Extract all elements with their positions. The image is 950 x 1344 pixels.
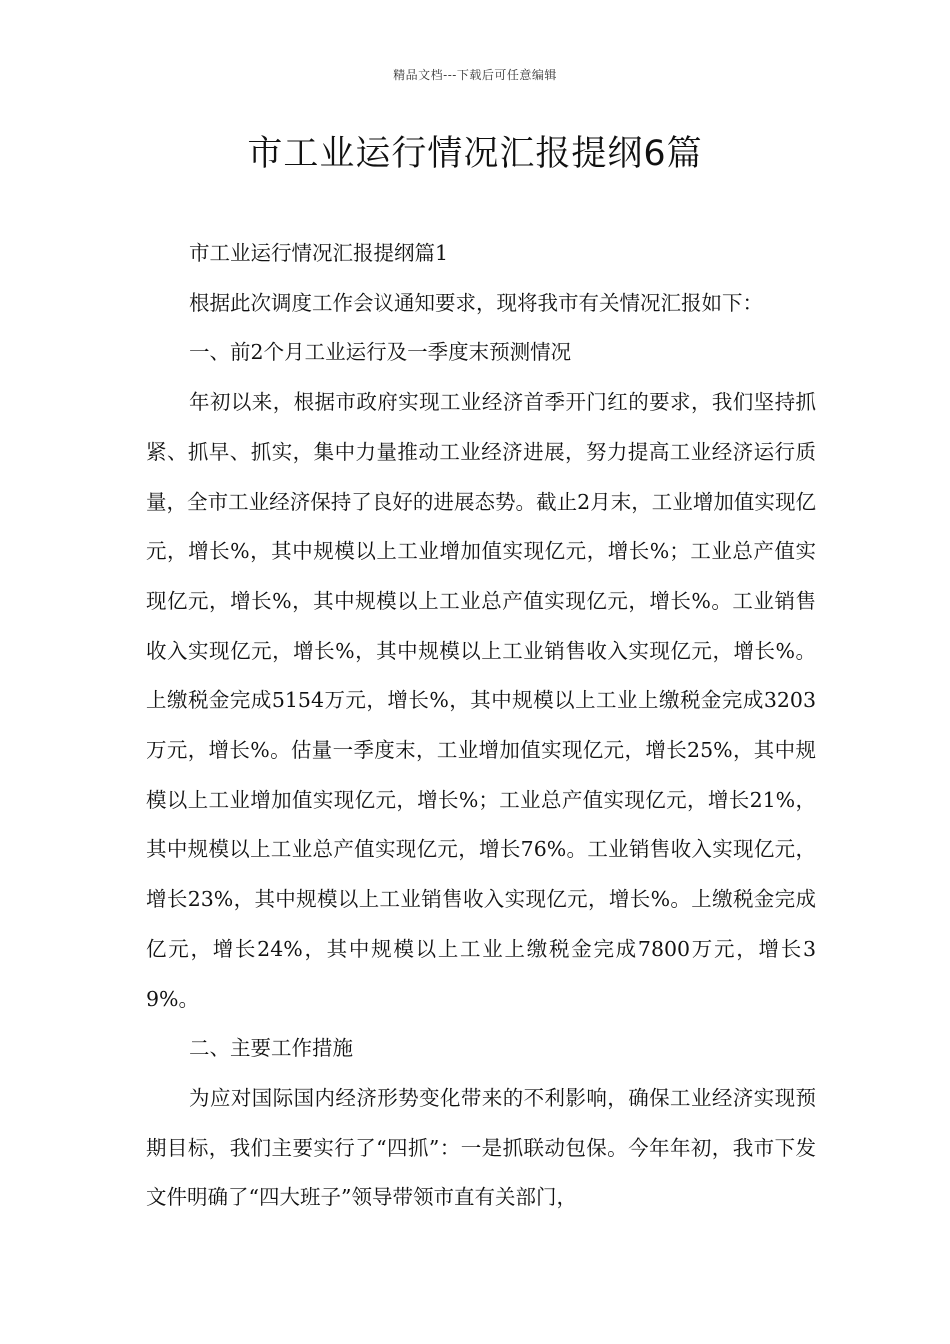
paragraph: 年初以来，根据市政府实现工业经济首季开门红的要求，我们坚持抓紧、抓早、抓实，集中力量推动工业经济进展，努力提高工业经济运行质量，全市工业经济保持了良好的进展态势。截止2月末，工业增加值实现亿元，增长%，其中规模以上工业增加值实现亿元，增长%；工业总产值实现亿元，增长%，其中规模以上工业总产值实现亿元，增长%。工业销售收入实现亿元，增长%，其中规模以上工业销售收入实现亿元，增长%。上缴税金完成5154万元，增长%，其中规模以上工业上缴税金完成3203万元，增长%。估量一季度末，工业增加值实现亿元，增长25%，其中规模以上工业增加值实现亿元，增长%；工业总产值实现亿元，增长21%，其中规模以上工业总产值实现亿元，增长76%。工业销售收入实现亿元，增长23%，其中规模以上工业销售收入实现亿元，增长%。上缴税金完成亿元，增长24%，其中规模以上工业上缴税金完成7800万元，增长39%。 [146, 390, 816, 1011]
section-heading: 市工业运行情况汇报提纲篇1 [189, 241, 449, 265]
paragraph: 为应对国际国内经济形势变化带来的不利影响，确保工业经济实现预期目标，我们主要实行了“四抓”：一是抓联动包保。今年年初，我市下发文件明确了“四大班子”领导带领市直有关部门， [146, 1085, 816, 1210]
paragraph-intro: 根据此次调度工作会议通知要求，现将我市有关情况汇报如下： [189, 290, 764, 315]
section-heading: 二、主要工作措施 [189, 1036, 354, 1061]
header-note: 精品文档---下载后可任意编辑 [393, 68, 557, 82]
document-body [146, 229, 816, 1223]
document-title: 市工业运行情况汇报提纲6篇 [247, 134, 703, 174]
section-heading: 一、前2个月工业运行及一季度末预测情况 [189, 340, 572, 365]
